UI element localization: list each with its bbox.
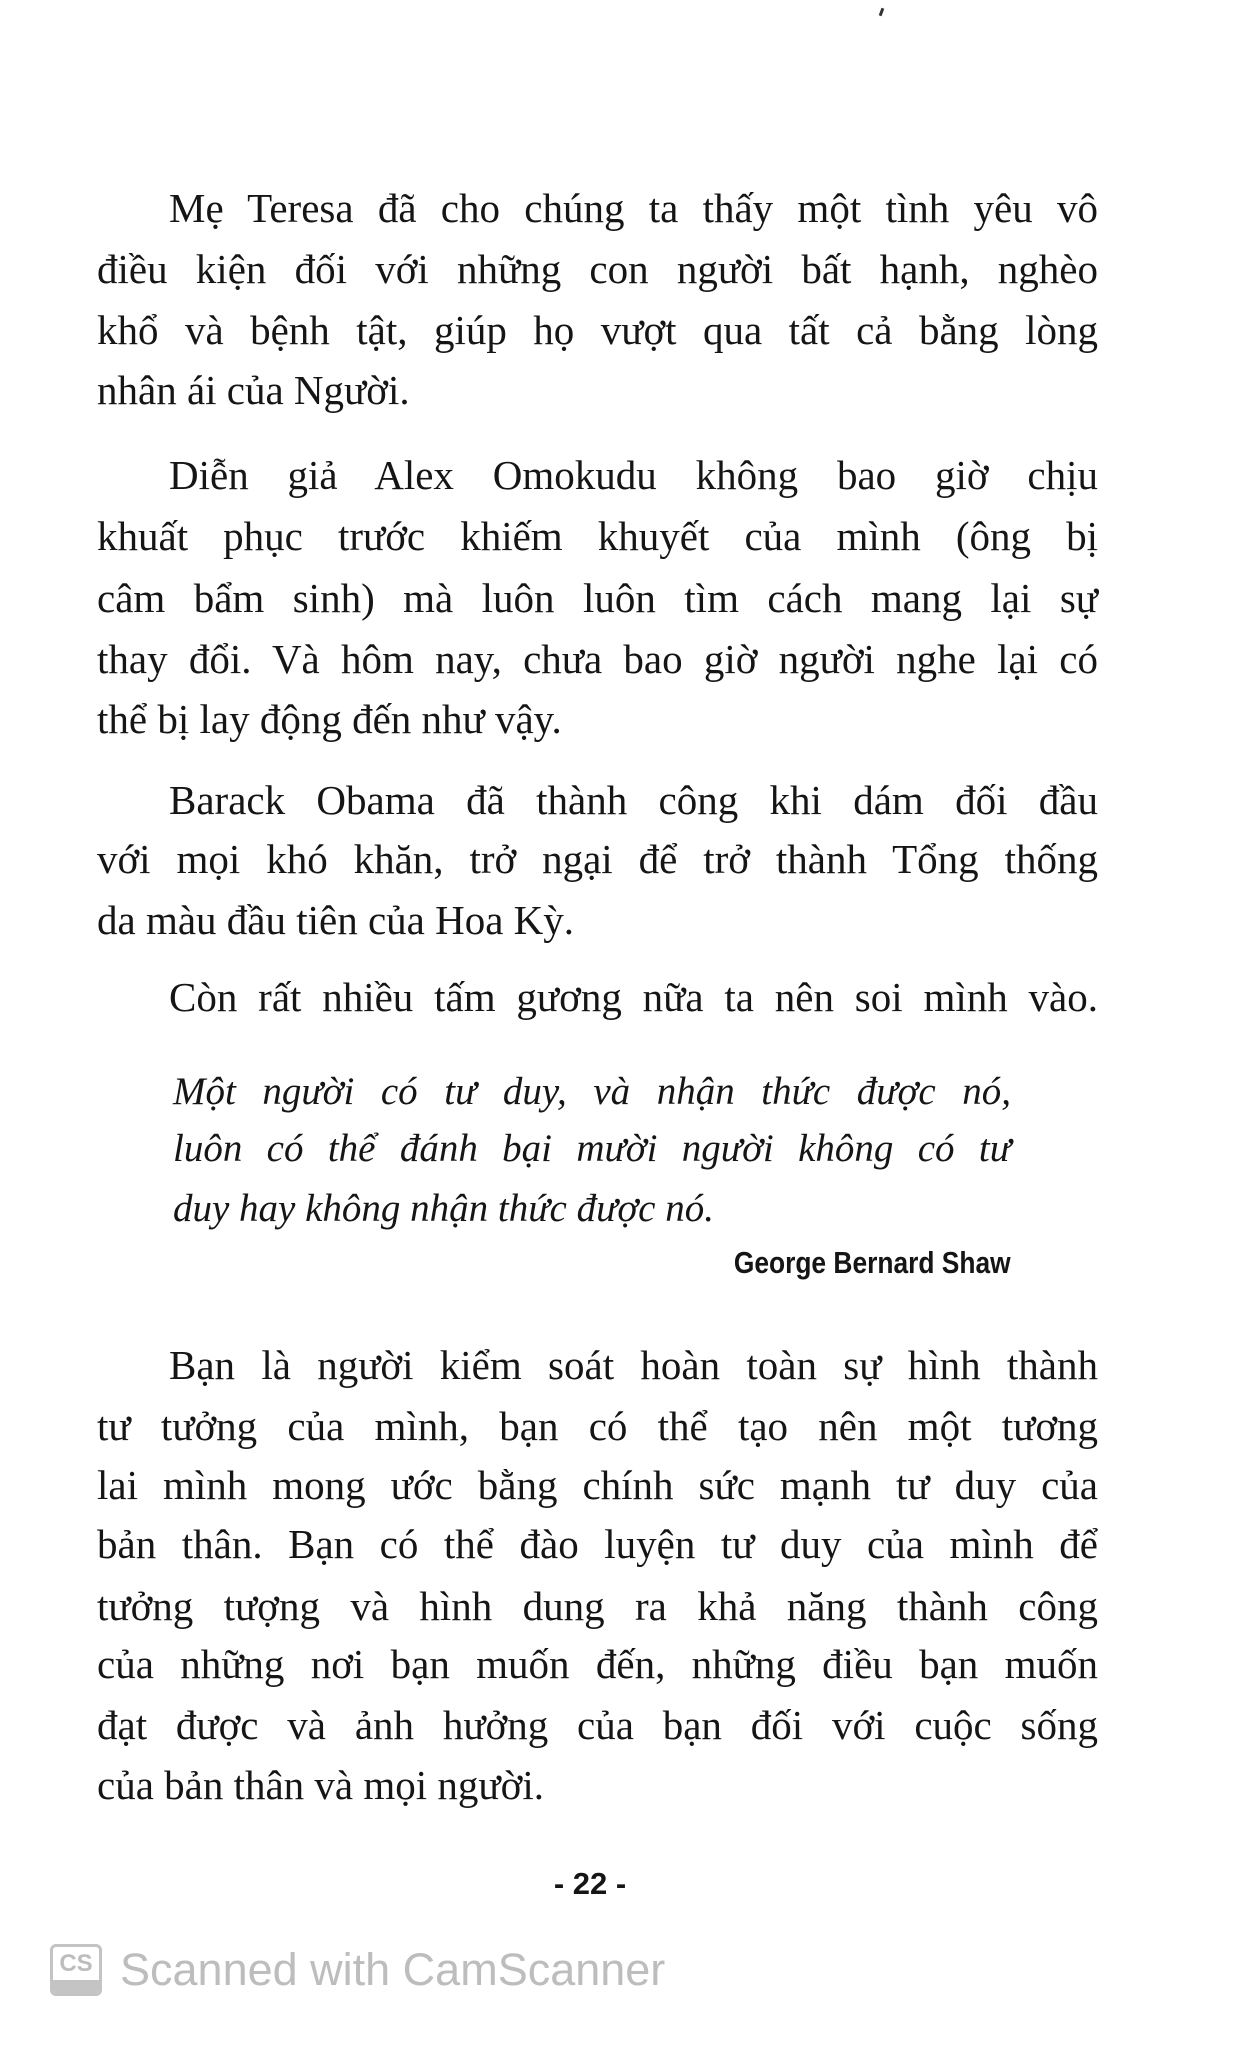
paragraph-3-line: Barack Obama đã thành công khi dám đối đầu	[169, 777, 1098, 823]
paragraph-2-line: Diễn giả Alex Omokudu không bao giờ chịu	[169, 452, 1098, 498]
paragraph-5-line: lai mình mong ước bằng chính sức mạnh tư duy của	[97, 1462, 1098, 1508]
paragraph-3-line: da màu đầu tiên của Hoa Kỳ.	[97, 897, 575, 943]
paragraph-2-line: thể bị lay động đến như vậy.	[97, 696, 562, 742]
camscanner-logo-icon: CS	[50, 1944, 102, 1996]
quote-line: Một người có tư duy, và nhận thức được nó,	[173, 1070, 1011, 1113]
paragraph-5-line: tưởng tượng và hình dung ra khả năng thành công	[97, 1583, 1098, 1629]
paragraph-1-line: điều kiện đối với những con người bất hạnh, nghèo	[97, 246, 1098, 292]
scan-speck	[879, 8, 885, 17]
quote-author: George Bernard Shaw	[734, 1245, 1011, 1280]
paragraph-5-line: tư tưởng của mình, bạn có thể tạo nên một tương	[97, 1403, 1098, 1449]
paragraph-5-line: đạt được và ảnh hưởng của bạn đối với cuộc sống	[97, 1702, 1098, 1748]
quote-line: duy hay không nhận thức được nó.	[173, 1187, 714, 1230]
paragraph-2-line: khuất phục trước khiếm khuyết của mình (ông bị	[97, 513, 1098, 559]
paragraph-1-line: nhân ái của Người.	[97, 367, 410, 413]
paragraph-5-line: Bạn là người kiểm soát hoàn toàn sự hình thành	[169, 1342, 1098, 1388]
camscanner-watermark	[50, 1944, 665, 1996]
paragraph-5-line: của bản thân và mọi người.	[97, 1762, 544, 1808]
paragraph-1-line: khổ và bệnh tật, giúp họ vượt qua tất cả bằng lòng	[97, 307, 1098, 353]
paragraph-5-line: của những nơi bạn muốn đến, những điều bạn muốn	[97, 1641, 1098, 1687]
quote-line: luôn có thể đánh bại mười người không có tư	[173, 1127, 1011, 1170]
page-number: - 22 -	[553, 1866, 627, 1901]
paragraph-5-line: bản thân. Bạn có thể đào luyện tư duy của mình để	[97, 1521, 1098, 1567]
paragraph-3-line: với mọi khó khăn, trở ngại để trở thành Tổng thống	[97, 836, 1098, 882]
paragraph-2-line: câm bẩm sinh) mà luôn luôn tìm cách mang lại sự	[97, 575, 1098, 621]
paragraph-2-line: thay đổi. Và hôm nay, chưa bao giờ người nghe lại có	[97, 636, 1098, 682]
paragraph-1-line: Mẹ Teresa đã cho chúng ta thấy một tình yêu vô	[169, 185, 1098, 231]
paragraph-4-line: Còn rất nhiều tấm gương nữa ta nên soi mình vào.	[169, 974, 1098, 1020]
watermark-text: Scanned with CamScanner	[120, 1944, 666, 1995]
